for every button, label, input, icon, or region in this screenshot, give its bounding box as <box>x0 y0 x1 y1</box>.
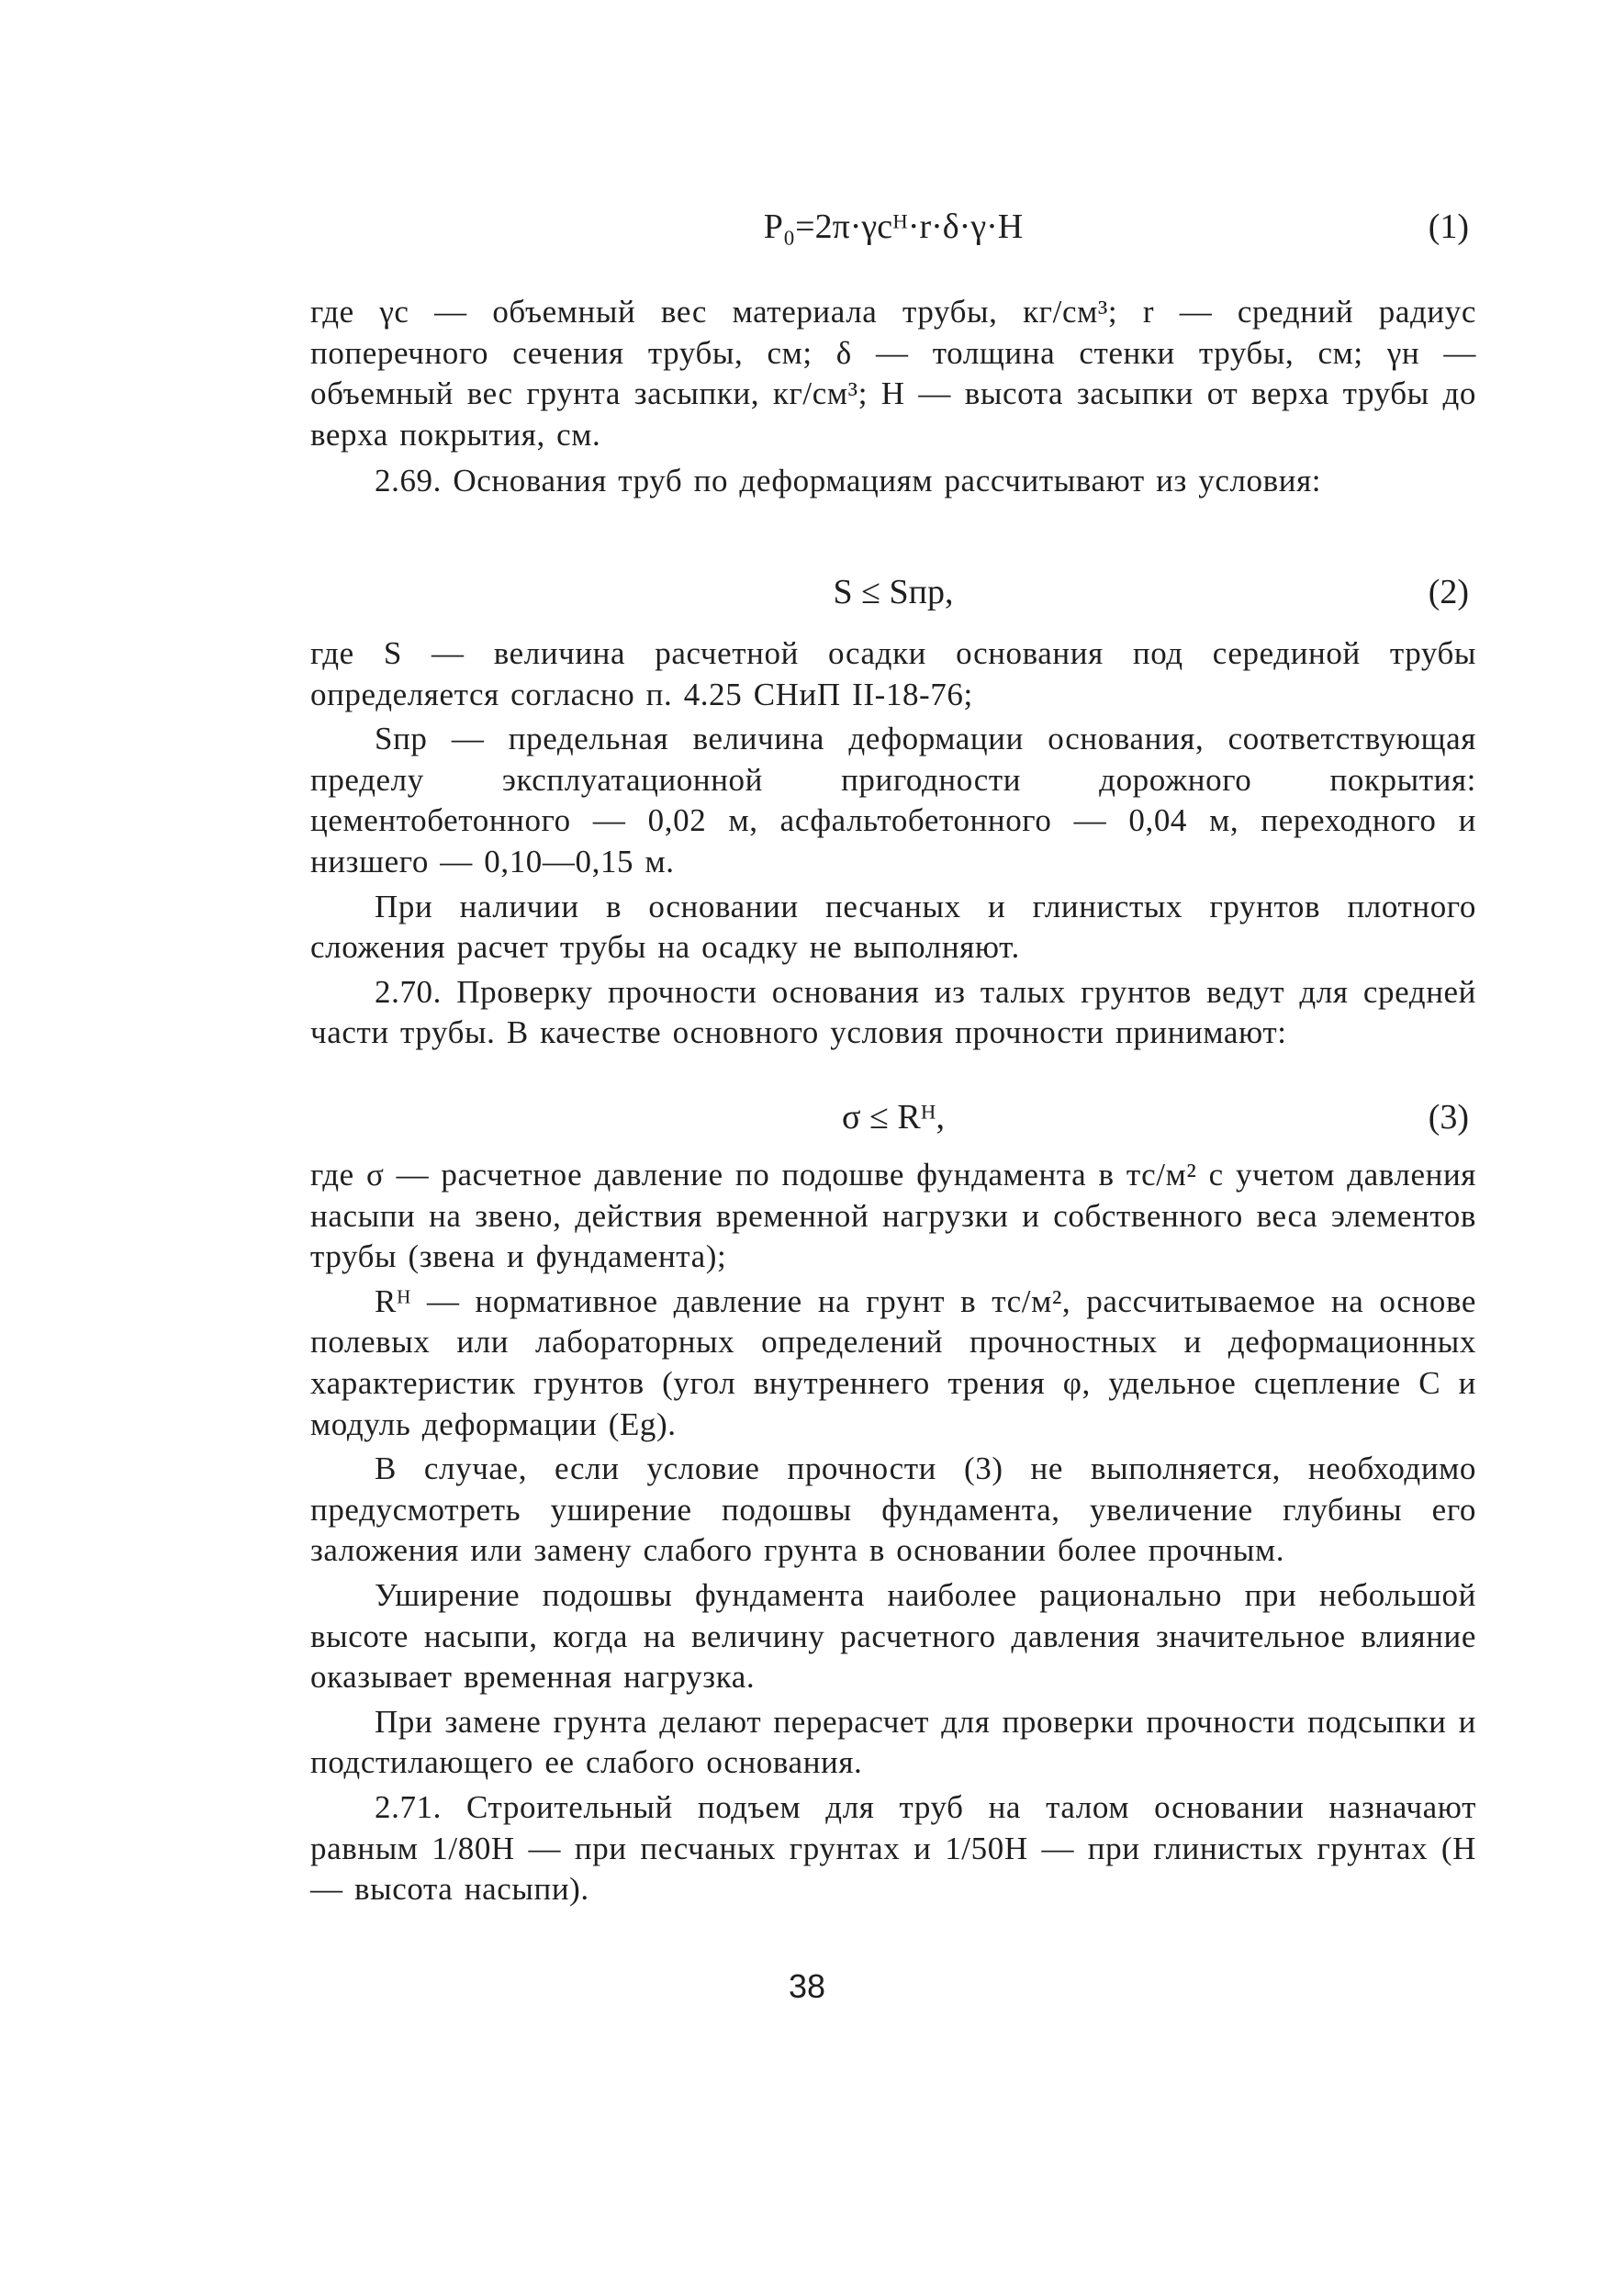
formula-2: S ≤ Sпр, <box>833 573 954 611</box>
paragraph-soil-replacement: При замене грунта делают перерасчет для проверки прочности подсыпки и подстилающего ее слабого основания. <box>310 1703 1476 1781</box>
paragraph-rn-definition: Rᴴ — нормативное давление на грунт в тс/м², рассчитываемое на основе полевых или лабораторных определений прочностных и деформационных характеристик грунтов (угол внутреннего трения φ, удельное сцепление C и модуль деформации (Eg). <box>310 1282 1476 1442</box>
formula-1: P₀=2π·γcᴴ·r·δ·γ·H <box>763 207 1024 246</box>
formula-1-number: (1) <box>1428 207 1469 246</box>
formula-2-number: (2) <box>1428 573 1469 611</box>
formula-3-number: (3) <box>1428 1098 1469 1137</box>
paragraph-footing-widening: Уширение подошвы фундамента наиболее рационально при небольшой высоте насыпи, когда на величину расчетного давления значительное влияние оказывает временная нагрузка. <box>310 1576 1476 1696</box>
paragraph-strength-not-met: В случае, если условие прочности (3) не выполняется, необходимо предусмотреть уширение подошвы фундамента, увеличение глубины его заложения или замену слабого грунта в основании более прочным. <box>310 1450 1476 1569</box>
text-block-2 <box>310 633 1476 1054</box>
paragraph-dense-soils: При наличии в основании песчаных и глинистых грунтов плотного сложения расчет трубы на осадку не выполняют. <box>310 888 1476 966</box>
paragraph-variable-definitions-1: где γс — объемный вес материала трубы, кг/см³; r — средний радиус поперечного сечения трубы, см; δ — толщина стенки трубы, см; γн — объемный вес грунта засыпки, кг/см³; H — высота засыпки от верха трубы до верха покрытия, см. <box>310 294 1476 453</box>
paragraph-s-definition: где S — величина расчетной осадки основания под серединой трубы определяется согласно п. 4.25 СНиП II-18-76; <box>310 635 1476 712</box>
page-number: 38 <box>788 1967 826 2005</box>
paragraph-2-69: 2.69. Основания труб по деформациям рассчитывают из условия: <box>375 463 1322 499</box>
paragraph-2-71: 2.71. Строительный подъем для труб на талом основании назначают равным 1/80H — при песчаных грунтах и 1/50H — при глинистых грунтах (H — высота насыпи). <box>310 1788 1476 1908</box>
paragraph-spr-definition: Sпр — предельная величина деформации основания, соответствующая пределу эксплуатационной пригодности дорожного покрытия: цементобетонного — 0,02 м, асфальтобетонного — 0,04 м, переходного и низшего — 0,10—0,15 м. <box>310 721 1476 879</box>
formula-3: σ ≤ Rᴴ, <box>842 1098 945 1137</box>
text-block-1 <box>310 292 1476 502</box>
text-block-3 <box>310 1155 1476 1910</box>
formula-1-row <box>310 204 1476 250</box>
formula-3-row <box>310 1094 1476 1140</box>
paragraph-2-70: 2.70. Проверку прочности основания из талых грунтов ведут для средней части трубы. В качестве основного условия прочности принимают: <box>310 973 1476 1051</box>
formula-2-row <box>310 569 1476 615</box>
paragraph-sigma-definition: где σ — расчетное давление по подошве фундамента в тс/м² с учетом давления насыпи на звено, действия временной нагрузки и собственного веса элементов трубы (звена и фундамента); <box>310 1157 1476 1275</box>
